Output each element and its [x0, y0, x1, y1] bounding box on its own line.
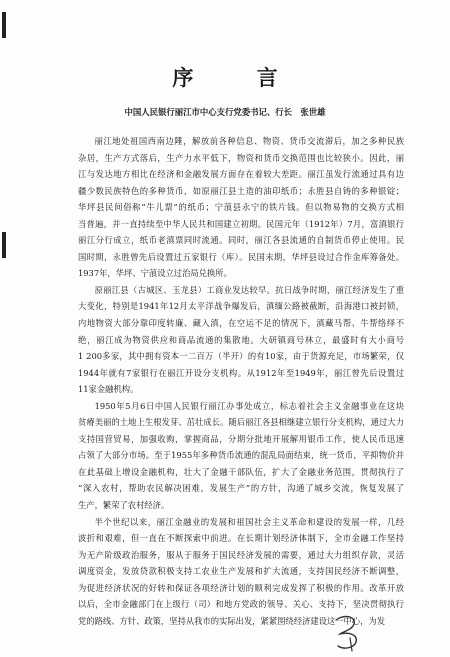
text-line: 1 200多家，其中拥有资本一二百万（半开）的有10家，由于货源充足，市场繁荣，仅 [78, 351, 404, 362]
text-line: 调度资金，发放贷款积极支持工农业生产发展和扩大流通，支持国民经济不断调整， [78, 566, 404, 577]
binding-mark [2, 232, 6, 258]
text-line: 波折和艰难，但一直在不断探索中前进。在长期计划经济体制下，全市金融工作坚持 [78, 533, 404, 544]
author-byline: 中国人民银行丽江市中心支行党委书记、行长 张世雄 [124, 107, 326, 117]
text-line: 以后，全市金融部门在上级行（司）和地方党政的领导、关心、支持下，坚决贯彻执行 [78, 599, 404, 610]
text-line: 1937年，华坪、宁蒗设立过治局兑换所。 [78, 268, 232, 279]
text-line: 为促进经济状况的好转和保证各项经济计划的顺利完成发挥了积极的作用。改革开放 [78, 582, 404, 593]
text-line: 贫瘠美丽的土地上生根发芽、茁壮成长。随后丽江各县相继建立银行分支机构，通过大力 [78, 417, 404, 428]
text-line: 支持国营贸易，加强收购，掌握商品，分期分批地开展解用银币工作，使人民币迅速 [78, 433, 404, 444]
text-line: 生产，繁荣了农村经济。 [78, 500, 170, 511]
text-line: 为无产阶级政治服务，服从于服务于国民经济发展的需要，通过大力组织存款，灵活 [78, 549, 404, 560]
text-line: 11家金融机构。 [78, 384, 139, 395]
binding-mark [2, 12, 6, 38]
text-line: 1944年就有7家银行在丽江开设分支机构。从1912年至1949年，丽江曾先后设置过 [78, 367, 404, 378]
text-line: 江与发达地方相比在经济和金融发展方面存在着较大差距。丽江虽发行流通过具有边 [78, 169, 404, 180]
text-line: 丽江地处祖国西南边陲，解放前各种信息、物资、货币交流滞后，加之多种民族 [94, 136, 404, 146]
text-line: 华坪县民间俗称“牛儿票”的纸币；宁蒗县永宁的铁片钱。但以物易物的交换方式相 [78, 202, 404, 213]
handwritten-mark [330, 612, 364, 652]
text-line: 绝，丽江成为物资供应和商品流通的集散地。大研镇商号林立，最盛时有大小商号 [78, 334, 404, 345]
text-line: 国时期，永胜曾先后设置过五家银行（库）。民国末期，华坪县设过合作金库筹备处。 [78, 251, 404, 262]
text-line: 占领了大部分市场。至于1955年多种货币流通的混乱局面结束，统一货币，平抑物价并 [78, 450, 404, 461]
text-line: 内地物资大部分靠印度转廉、藏入滇，在空运不足的情况下，滇藏马帮、牛帮络绎不 [78, 318, 404, 329]
text-line: 当普遍，并一直持续至中华人民共和国建立初期。民国元年（1912年）7月，富滇银行 [78, 218, 404, 229]
text-line: 丽江分行成立，纸币老滇票同时流通。同时，丽江各县流通的自制货币停止使用。民 [78, 235, 404, 246]
text-line: 原丽江县（古城区、玉龙县）工商业发达较早。抗日战争时期，丽江经济发生了重 [94, 284, 404, 295]
text-line: 疆少数民族特色的多种货币，如原丽江县土造的油印纸币；永胜县自铸的多种银锭； [78, 185, 404, 196]
text-line: 在此基础上增设金融机构，壮大了金融干部队伍，扩大了金融业务范围，贯彻执行了 [78, 466, 404, 477]
page-title: 序 言 [172, 65, 306, 90]
text-line: 1950年5月6日中国人民银行丽江办事处成立，标志着社会主义金融事业在这块 [94, 400, 404, 411]
text-line: “深入农村，帮助农民解决困难，发展生产”的方针，沟通了城乡交流，恢复发展了 [78, 483, 404, 494]
body-text [78, 133, 404, 629]
text-line: 大变化，特别是1941年12月太平洋战争爆发后，滇缅公路被截断，沿海港口被封锁， [78, 301, 404, 312]
text-line: 党的路线、方针、政策，坚持从我市的实际出发，紧紧围绕经济建设这一中心，为发 [78, 615, 385, 626]
text-line: 杂居，生产方式落后，生产力水平低下，物资和货币交换范围也比较狭小。因此，丽 [78, 152, 404, 163]
text-line: 半个世纪以来，丽江金融业的发展和祖国社会主义革命和建设的发展一样，几经 [94, 516, 404, 527]
